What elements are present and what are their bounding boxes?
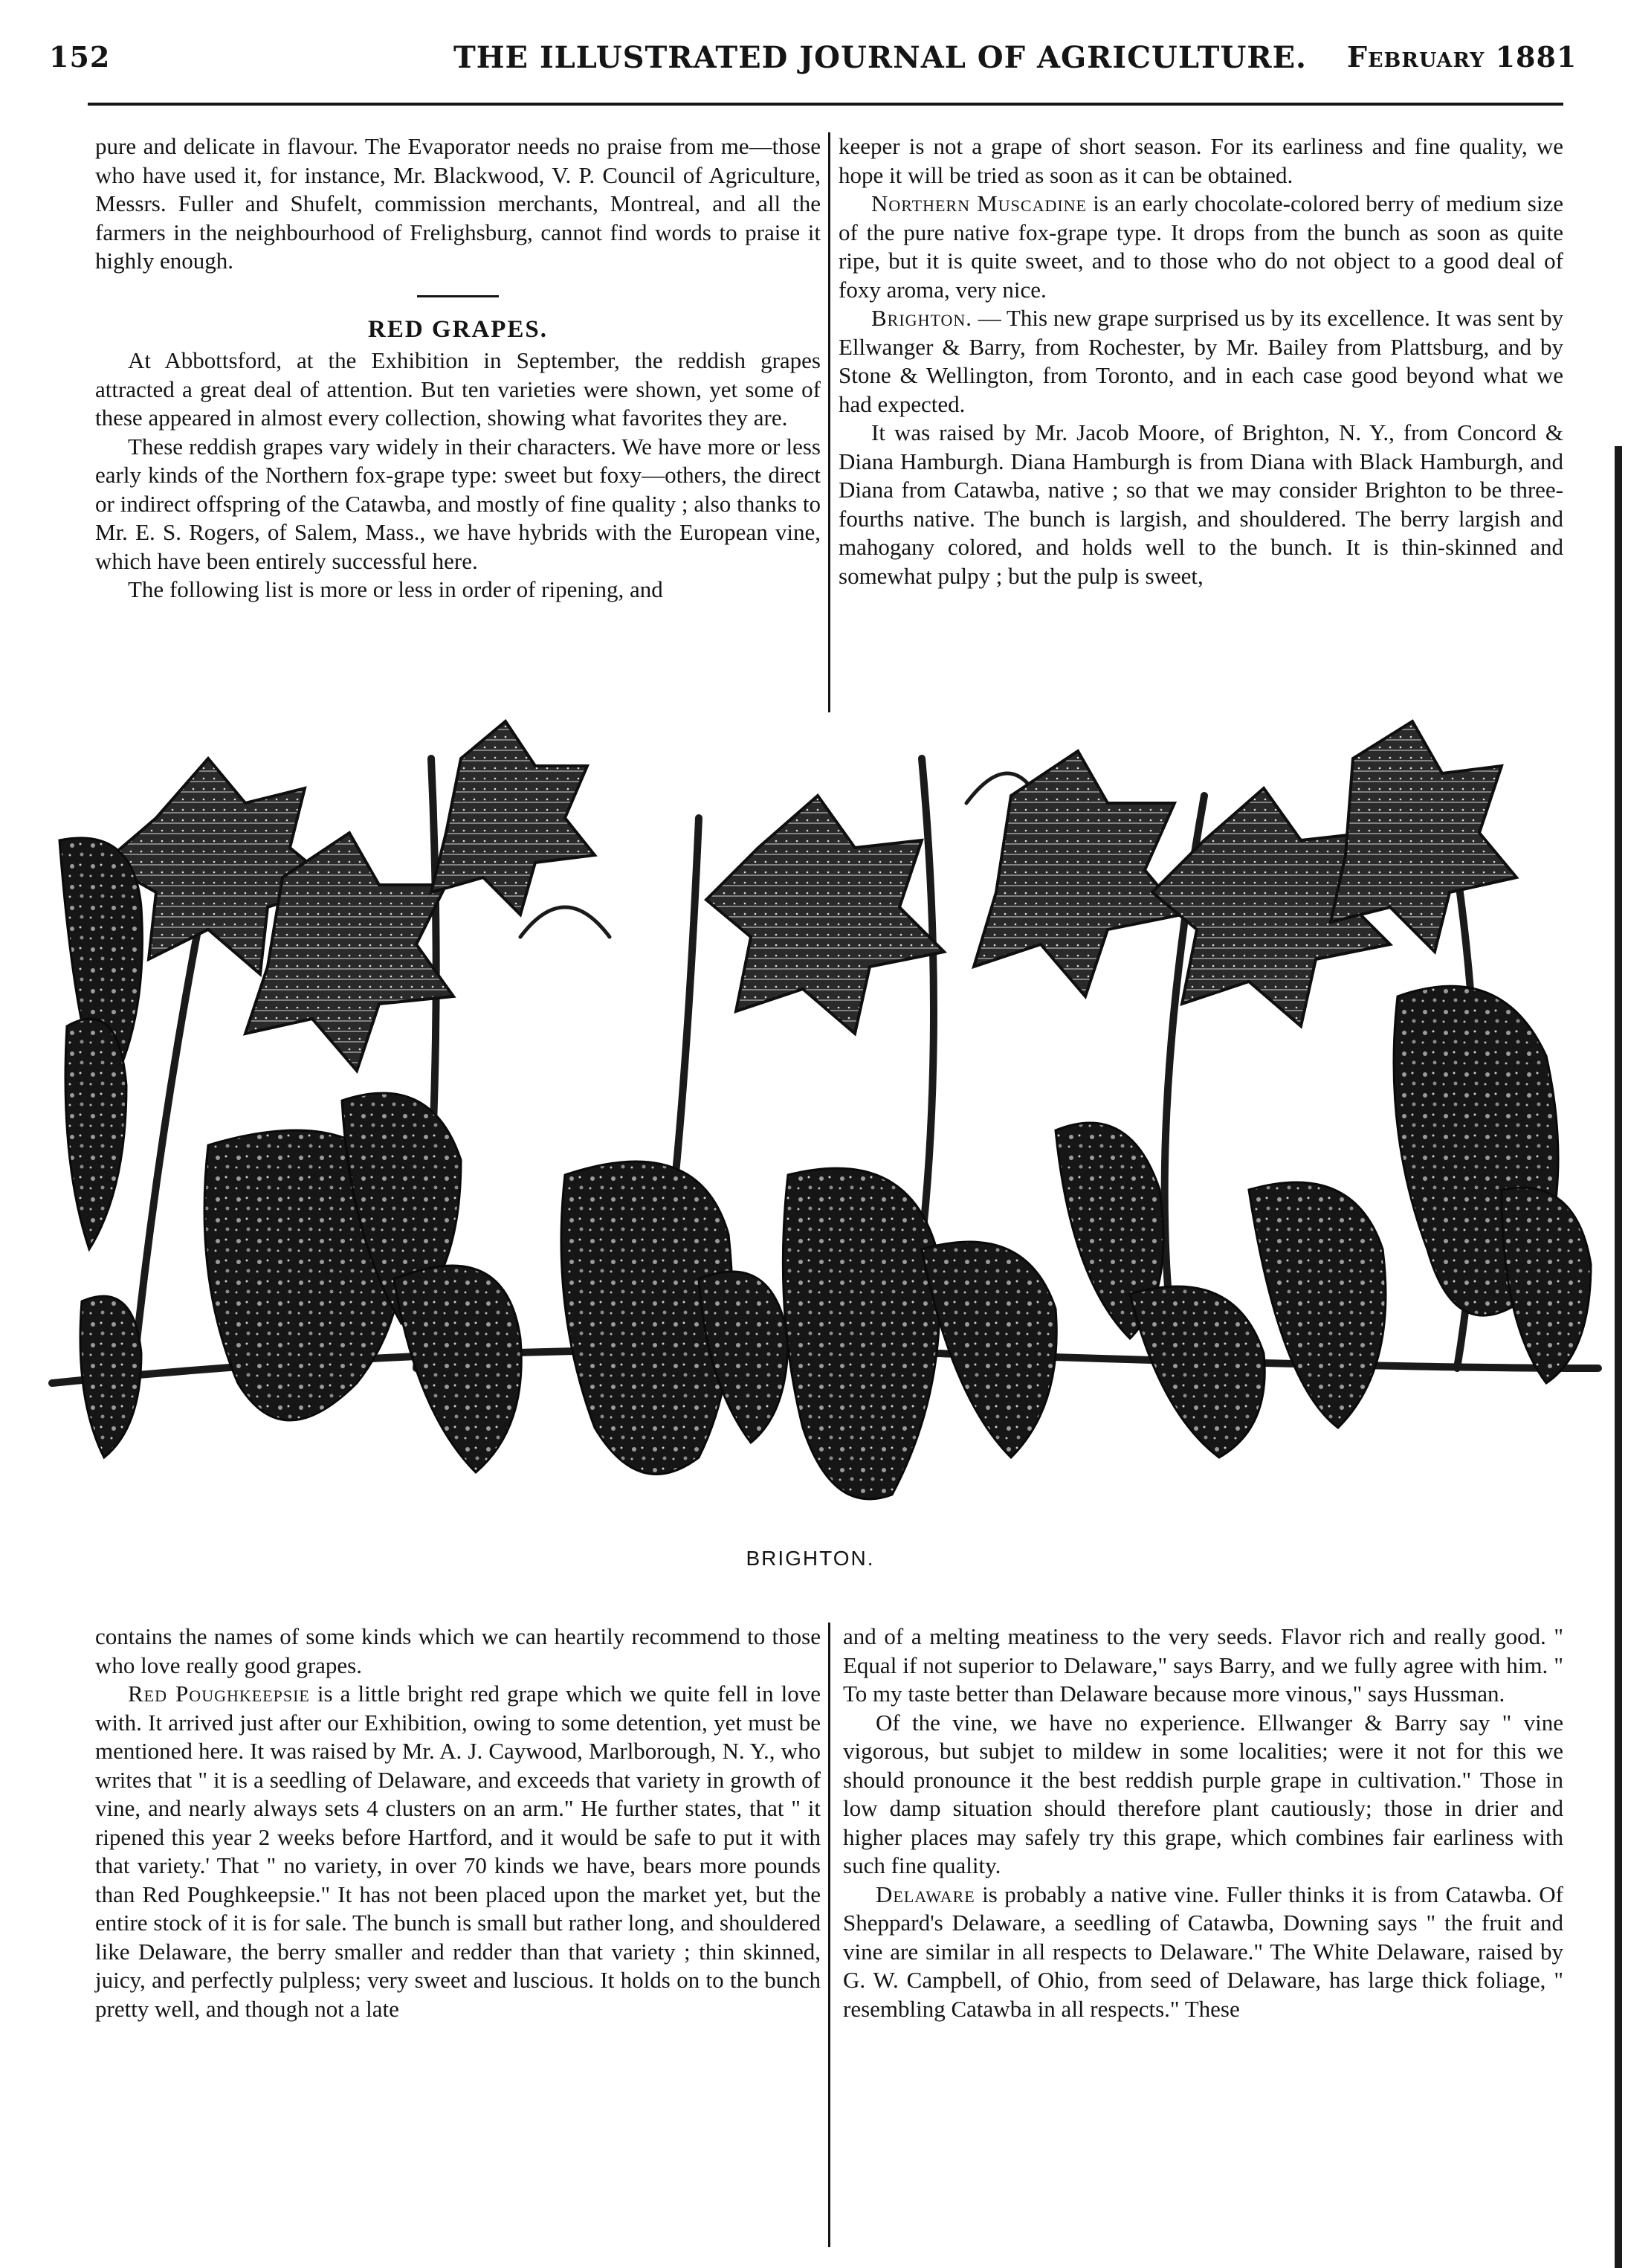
right-column-bottom <box>843 1623 1563 2023</box>
left-column-bottom <box>95 1623 821 2023</box>
paragraph-text: — This new grape surprised us by its excellence. It was sent by Ellwanger & Barry, from Rochester, by Mr. Bailey from Plattsburg, and by Stone & Wellington, from Toronto, and in each case good beyond what we had expected. <box>839 305 1563 417</box>
paragraph <box>839 304 1563 419</box>
right-column-top <box>839 132 1563 590</box>
paragraph: pure and delicate in flavour. The Evaporator needs no praise from me—those who have used it, for instance, Mr. Blackwood, V. P. Council of Agriculture, Messrs. Fuller and Shufelt, commission merchants, Montreal, and all the farmers in the neighbourhood of Frelighsburg, cannot find words to praise it highly enough. <box>95 133 821 274</box>
paragraph: Of the vine, we have no experience. Ellwanger & Barry say " vine vigorous, but subjet to mildew in some localities; were it not for this we should pronounce it the best reddish purple grape in cultivation." Those in low damp situation should therefore plant cautiously; those in drier and higher places may safely try this grape, which combines fair earliness with such fine quality. <box>843 1709 1563 1878</box>
figure-caption: BRIGHTON. <box>746 1547 875 1570</box>
paragraph-text: is an early chocolate-colored berry of medium size of the pure native fox-grape type. It drops from the bunch as soon as quite ripe, but it is quite sweet, and to those who do not object to a good deal of foxy aroma, very nice. <box>839 190 1563 303</box>
variety-name: Delaware <box>876 1881 975 1907</box>
paragraph: It was raised by Mr. Jacob Moore, of Brighton, N. Y., from Concord & Diana Hamburgh. Diana Hamburgh is from Diana with Black Hamburgh, and Diana from Catawba, native ; so that we may consider Brighton to be three-fourths native. The bunch is largish, and shouldered. The berry largish and mahogany colored, and holds well to the bunch. It is thin-skinned and somewhat pulpy ; but the pulp is sweet, <box>839 419 1563 589</box>
paragraph: At Abbottsford, at the Exhibition in September, the reddish grapes attracted a great deal of attention. But ten varieties were shown, yet some of these appeared in almost every collection, showing what favorites they are. <box>95 347 821 431</box>
left-column-top <box>95 132 821 605</box>
paragraph <box>843 1881 1563 2024</box>
column-separator <box>828 1623 830 2247</box>
paragraph <box>95 1680 821 2023</box>
grape-vine-illustration <box>45 714 1613 1532</box>
section-heading: RED GRAPES. <box>367 315 549 343</box>
paragraph: These reddish grapes vary widely in their characters. We have more or less early kinds of the Northern fox-grape type: sweet but foxy—others, the direct or indirect offspring of the Catawba, and mostly of fine quality ; also thanks to Mr. E. S. Rogers, of Salem, Mass., we have hybrids with the European vine, which have been entirely successful here. <box>95 433 821 574</box>
header-rule <box>88 103 1563 106</box>
variety-name: Northern Muscadine <box>871 190 1087 216</box>
issue-date: February 1881 <box>1347 40 1577 74</box>
column-separator <box>828 132 830 712</box>
variety-name: Red Poughkeepsie <box>128 1681 310 1707</box>
paragraph: contains the names of some kinds which we can heartily recommend to those who love really good grapes. <box>95 1623 821 1678</box>
paragraph: keeper is not a grape of short season. For its earliness and fine quality, we hope it will be tried as soon as it can be obtained. <box>839 133 1563 188</box>
paragraph-text: is probably a native vine. Fuller thinks it is from Catawba. Of Sheppard's Delaware, a seedling of Catawba, Downing says " the fruit and vine are similar in all respects to Delaware." The White Delaware, raised by G. W. Campbell, of Ohio, from seed of Delaware, has large thick foliage, " resembling Catawba in all respects." These <box>843 1881 1563 2022</box>
page-edge-shadow <box>1615 446 1622 2268</box>
vine-leaves <box>104 721 1516 1071</box>
paragraph: The following list is more or less in order of ripening, and <box>128 576 663 602</box>
section-divider <box>417 295 499 297</box>
paragraph: and of a melting meatiness to the very seeds. Flavor rich and really good. " Equal if not superior to Delaware," says Barry, and we fully agree with him. " To my taste better than Delaware because more vinous," says Hussman. <box>843 1623 1563 1707</box>
paragraph <box>839 190 1563 304</box>
page-number: 152 <box>49 40 111 74</box>
variety-name: Brighton. <box>871 305 973 331</box>
paragraph-text: is a little bright red grape which we quite fell in love with. It arrived just after our Exhibition, owing to some detention, yet must be mentioned here. It was raised by Mr. A. J. Caywood, Marlborough, N. Y., who writes that " it is a seedling of Delaware, and exceeds that variety in growth of vine, and nearly always sets 4 clusters on an arm." He further states, that " it ripened this year 2 weeks before Hartford, and it would be safe to put it with that variety.' That " no variety, in over 70 kinds we have, bears more pounds than Red Poughkeepsie." It has not been placed upon the market yet, but the entire stock of it is for sale. The bunch is small but rather long, and shouldered like Delaware, the berry smaller and redder than that variety ; thin skinned, juicy, and perfectly pulpless; very sweet and luscious. It holds on to the bunch pretty well, and though not a late <box>95 1681 821 2022</box>
page-header <box>0 0 1628 89</box>
journal-title: THE ILLUSTRATED JOURNAL OF AGRICULTURE. <box>453 40 1307 75</box>
